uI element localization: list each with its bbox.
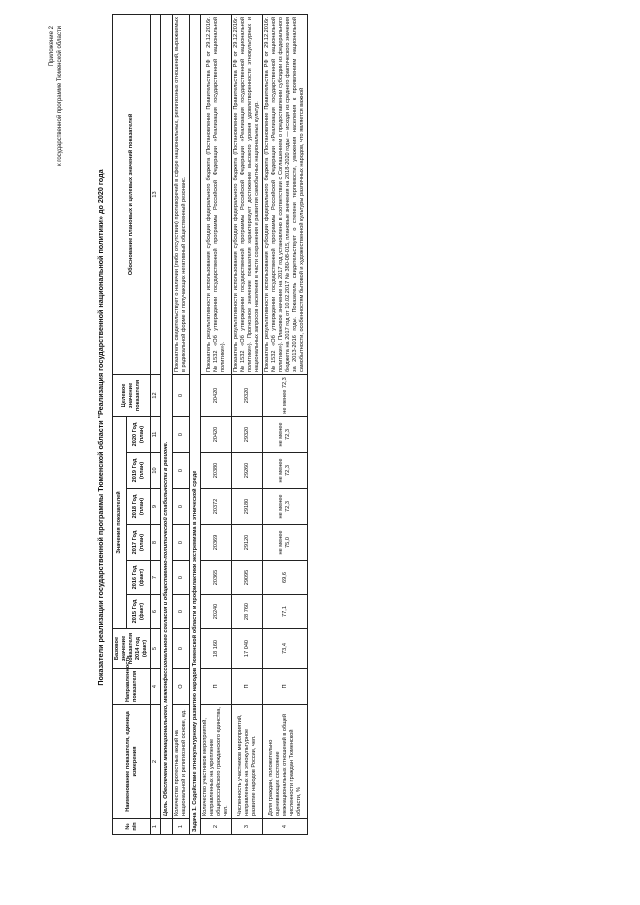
value-2017: 0	[173, 525, 190, 561]
row-number: 4	[263, 819, 308, 835]
header-2015: 2015 Год (факт)	[127, 595, 151, 629]
value-2019: не менее 72,3	[263, 453, 308, 489]
base-value: 18 160	[201, 629, 232, 669]
value-2015: 28 760	[232, 595, 263, 629]
value-2020: не менее 72,3	[263, 416, 308, 452]
column-number: 7	[151, 561, 161, 595]
goal-row	[161, 14, 173, 834]
justification-text: Показатель свидетельствует о наличии (либо отсутствии) противоречий в сфере национальных, религиозных отношений, выражаемых в радикальной форме и получающих негативный общественный резонанс.	[173, 14, 190, 374]
appendix-line-1: Приложение 2	[49, 26, 55, 67]
indicator-name: Численность участников мероприятий, направленных на этнокультурное развитие народов России, чел.	[232, 705, 263, 819]
table-row	[201, 14, 232, 834]
table-row	[173, 14, 190, 834]
value-2019: 29260	[232, 453, 263, 489]
value-2018: 20372	[201, 489, 232, 525]
row-number: 3	[232, 819, 263, 835]
column-number: 6	[151, 595, 161, 629]
header-2020: 2020 Год (план)	[127, 416, 151, 452]
direction-cell: О	[173, 669, 190, 705]
header-row-1	[113, 14, 127, 834]
goal-text: Цель. Обеспечение межнационального, межконфессионального согласия и общественно-политической стабильности в регионе.	[161, 14, 173, 818]
direction-cell: П	[263, 669, 308, 705]
indicator-name: Количество участников мероприятий, направленных на укрепление общероссийского гражданского единства, чел.	[201, 705, 232, 819]
justification-text: Показатель результативности использования субсидии федерального бюджета (Постановление Правительства РФ от 29.12.2016г. №1532 «Об утверждении государственной программы Российской Федерации «Реализация государственной национальной политики»).	[201, 14, 232, 374]
justification-text: Показатель результативности использования субсидии федерального бюджета (Постановление Правительства РФ от 29.12.2016г. №1532 «Об утверждении государственной программы Российской Федерации «Реализация государственной национальной политики»). Плановое значение на 2017 год установлено в соответствии с Соглашением о предоставлении субсидии из федерального бюджета на 2017 год от 10.02.2017 № 380-08-015, плановые значения на 2018-2020 годы — исходя из среднего фактического значения за 2013-2016 годы. Показатель свидетельствует о степени терпимости, уважения населения к проявлениям национальной самобытности, особенностям бытовой и художественной культуры различных народов, что является важной	[263, 14, 308, 374]
value-2020: 20420	[201, 416, 232, 452]
value-2019: 0	[173, 453, 190, 489]
indicator-name: Доля граждан, положительно оценивающих состояние межнациональных отношений в общей численности граждан Тюменской области, %	[263, 705, 308, 819]
column-number: 12	[151, 374, 161, 416]
header-target: Целевое значение показателя	[113, 374, 151, 416]
table-row	[232, 14, 263, 834]
value-2020: 29320	[232, 416, 263, 452]
header-justification: Обоснование плановых и целевых значений показателей	[113, 14, 151, 374]
indicator-name: Количество протестных акций на национальной и религиозной основе, ед.	[173, 705, 190, 819]
value-2015: 77,1	[263, 595, 308, 629]
header-2017: 2017 Год (план)	[127, 525, 151, 561]
header-name: Наименование показателя, единица измерения	[113, 705, 151, 819]
column-number: 4	[151, 669, 161, 705]
header-2018: 2018 Год (план)	[127, 489, 151, 525]
value-2018: 29180	[232, 489, 263, 525]
row-number: 1	[173, 819, 190, 835]
appendix-line-2: к государственной программе Тюменской области	[57, 26, 63, 166]
task-row	[190, 14, 201, 834]
column-number: 2	[151, 705, 161, 819]
value-2017: не менее 75,0	[263, 525, 308, 561]
header-2016: 2016 Год (факт)	[127, 561, 151, 595]
header-2019: 2019 Год (план)	[127, 453, 151, 489]
value-2020: 0	[173, 416, 190, 452]
column-number: 11	[151, 416, 161, 452]
appendix-note	[48, 26, 64, 166]
column-number-row	[151, 14, 161, 834]
target-value: не менее 72,3	[263, 374, 308, 416]
row-number: 2	[201, 819, 232, 835]
table-row	[263, 14, 308, 834]
value-2015: 0	[173, 595, 190, 629]
base-value: 0	[173, 629, 190, 669]
value-2016: 29095	[232, 561, 263, 595]
target-value: 29320	[232, 374, 263, 416]
column-number: 1	[151, 819, 161, 835]
column-number: 5	[151, 629, 161, 669]
justification-text: Показатель результативности использования субсидии федерального бюджета (Постановление Правительства РФ от 29.12.2016г. №1532 «Об утверждении государственной программы Российской Федерации «Реализация государственной национальной политики»). Прогнозное значение показателя характеризует достижение высокого уровня удовлетворенности этнокультурных и национальных запросов населения в части сохранения и развития самобытных национальных культур.	[232, 14, 263, 374]
value-2018: 0	[173, 489, 190, 525]
header-base: Базовое значение показателя 2014 год (факт)	[113, 629, 151, 669]
value-2015: 20240	[201, 595, 232, 629]
value-2016: 20365	[201, 561, 232, 595]
header-direction: Направленность показателя	[113, 669, 151, 705]
direction-cell: П	[232, 669, 263, 705]
direction-cell: П	[201, 669, 232, 705]
task-text: Задача 1. Содействие этнокультурному развитию народов Тюменской области и профилактики экстремизма в этнической среде	[190, 14, 201, 834]
value-2019: 20380	[201, 453, 232, 489]
column-number: 9	[151, 489, 161, 525]
target-value: 0	[173, 374, 190, 416]
header-values-group: Значения показателей	[113, 416, 127, 628]
column-number: 13	[151, 14, 161, 374]
target-value: 20420	[201, 374, 232, 416]
base-value: 73,4	[263, 629, 308, 669]
base-value: 17 040	[232, 629, 263, 669]
value-2017: 20369	[201, 525, 232, 561]
value-2016: 69,6	[263, 561, 308, 595]
indicators-table	[112, 14, 308, 835]
column-number: 8	[151, 525, 161, 561]
header-num: № п/п	[113, 819, 151, 835]
document-title: Показатели реализации государственной программы Тюменской области "Реализация государственной национальной политики» до 2020 года	[96, 169, 105, 686]
value-2017: 29120	[232, 525, 263, 561]
value-2018: не менее 72,3	[263, 489, 308, 525]
column-number: 10	[151, 453, 161, 489]
value-2016: 0	[173, 561, 190, 595]
